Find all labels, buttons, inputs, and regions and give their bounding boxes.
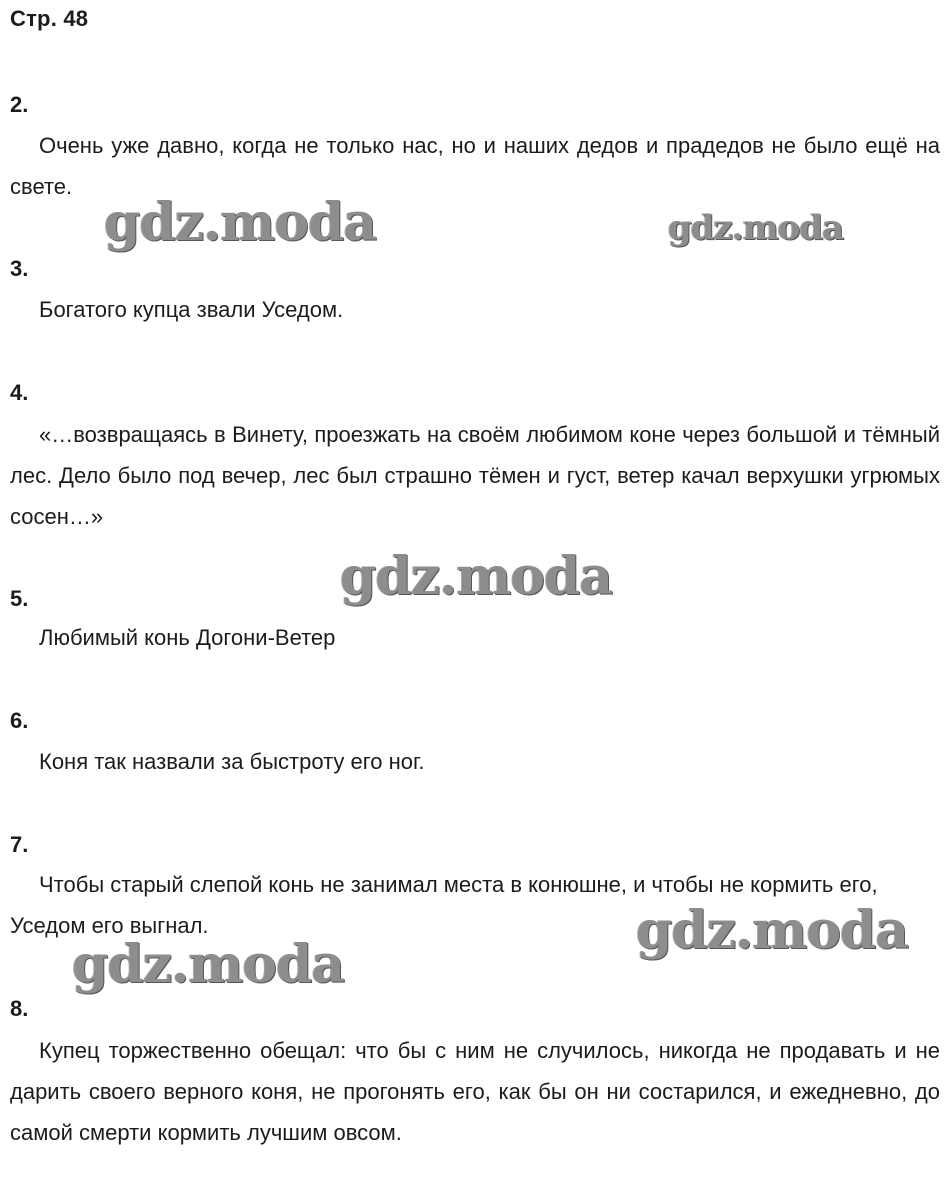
page-title: Стр. 48 — [10, 6, 89, 31]
answer-2-number: 2. — [10, 92, 29, 117]
answer-2-text: Очень уже давно, когда не только нас, но и наших дедов и прадедов не было ещё на свете. — [10, 133, 940, 199]
answer-7-text: Чтобы старый слепой конь не занимал места в конюшне, и чтобы не кормить его, Уседом его выгнал. — [10, 872, 878, 938]
answer-7-number: 7. — [10, 832, 29, 857]
watermark-logo: gdz.moda — [72, 934, 345, 995]
watermark-logo: gdz.moda — [104, 192, 377, 253]
answer-8-number: 8. — [10, 996, 29, 1021]
watermark-logo: gdz.moda — [340, 546, 613, 607]
answer-4-number: 4. — [10, 380, 29, 405]
answer-5-text: Любимый конь Догони-Ветер — [39, 625, 336, 650]
answer-6-number: 6. — [10, 708, 29, 733]
answer-8-text: Купец торжественно обещал: что бы с ним не случилось, никогда не продавать и не дарить своего верного коня, не прогонять его, как бы он ни состарился, и ежедневно, до самой смерти кормить лучшим овсом. — [10, 1038, 940, 1145]
answer-3-text: Богатого купца звали Уседом. — [39, 297, 344, 322]
watermark-logo: gdz.moda — [668, 208, 844, 248]
watermark-logo: gdz.moda — [636, 900, 909, 961]
answer-6-text: Коня так назвали за быстроту его ног. — [39, 749, 425, 774]
answer-4-text: «…возвращаясь в Винету, проезжать на своём любимом коне через большой и тёмный лес. Дело было под вечер, лес был страшно тёмен и густ, ветер качал верхушки угрюмых сосен…» — [10, 422, 940, 529]
answer-5-number: 5. — [10, 586, 29, 611]
answer-3-number: 3. — [10, 256, 29, 281]
